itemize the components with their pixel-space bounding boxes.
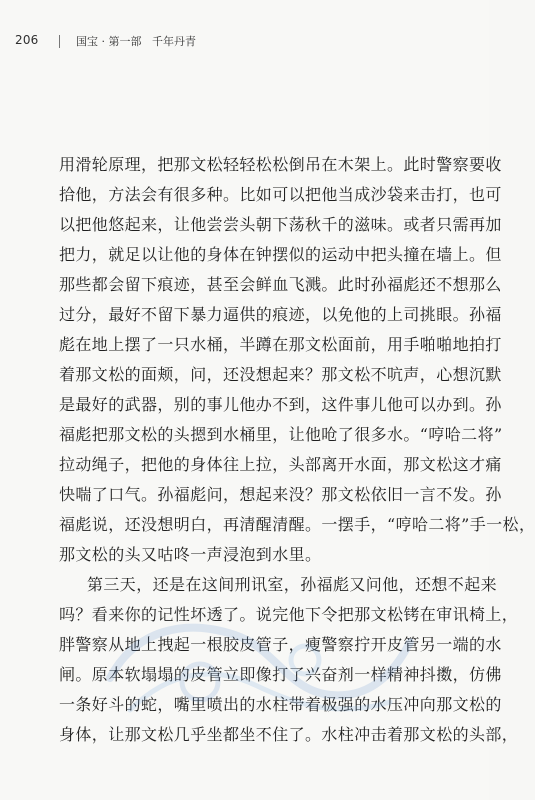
text-line-15: 第三天，还是在这间刑讯室，孙福彪又问他，还想不起来 bbox=[87, 575, 498, 594]
running-title: 国宝 · 第一部 千年丹青 bbox=[76, 35, 196, 48]
text-line-14: 那文松的头又咕咚一声浸泡到水里。 bbox=[59, 545, 322, 564]
text-line-17: 胖警察从地上拽起一根胶皮管子，瘦警察拧开皮管另一端的水 bbox=[59, 635, 502, 654]
text-line-7: 彪在地上摆了一只水桶，半蹲在那文松面前，用手啪啪地拍打 bbox=[59, 335, 502, 354]
text-line-5: 那些都会留下痕迹，甚至会鲜血飞溅。此时孙福彪还不想那么 bbox=[59, 275, 502, 294]
text-line-6: 过分，最好不留下暴力逼供的痕迹，以免他的上司挑眼。孙福 bbox=[59, 305, 502, 324]
text-line-19: 一条好斗的蛇，嘴里喷出的水柱带着极强的水压冲向那文松的 bbox=[59, 695, 502, 714]
text-line-11: 拉动绳子，把他的身体往上拉，头部离开水面，那文松这才痛 bbox=[59, 455, 502, 474]
text-line-13: 福彪说，还没想明白，再清醒清醒。一摆手，“哼哈二将”手一松， bbox=[59, 515, 535, 534]
text-line-1: 用滑轮原理，把那文松轻轻松松倒吊在木架上。此时警察要收 bbox=[59, 155, 502, 174]
page-header bbox=[14, 33, 474, 57]
text-line-18: 闸。原本软塌塌的皮管立即像打了兴奋剂一样精神抖擞，仿佛 bbox=[59, 665, 502, 684]
header-divider bbox=[59, 35, 60, 48]
text-line-8: 着那文松的面颊，问，还没想起来？那文松不吭声，心想沉默 bbox=[59, 365, 502, 384]
text-line-16: 吗？看来你的记性坏透了。说完他下令把那文松铐在审讯椅上， bbox=[59, 605, 519, 624]
text-line-3: 以把他悠起来，让他尝尝头朝下荡秋千的滋味。或者只需再加 bbox=[59, 215, 502, 234]
text-line-9: 是最好的武器，别的事儿他办不到，这件事儿他可以办到。孙 bbox=[59, 395, 502, 414]
text-line-12: 快喘了口气。孙福彪问，想起来没？那文松依旧一言不发。孙 bbox=[59, 485, 502, 504]
text-line-20: 身体，让那文松几乎坐都坐不住了。水柱冲击着那文松的头部， bbox=[59, 725, 519, 744]
text-line-10: 福彪把那文松的头摁到水桶里，让他呛了很多水。“哼哈二将” bbox=[59, 425, 503, 444]
page-number: 206 bbox=[15, 33, 39, 47]
text-line-4: 把力，就足以让他的身体在钟摆似的运动中把头撞在墙上。但 bbox=[59, 245, 502, 264]
text-line-2: 拾他，方法会有很多种。比如可以把他当成沙袋来击打，也可 bbox=[59, 185, 502, 204]
page-body-text bbox=[59, 150, 535, 750]
